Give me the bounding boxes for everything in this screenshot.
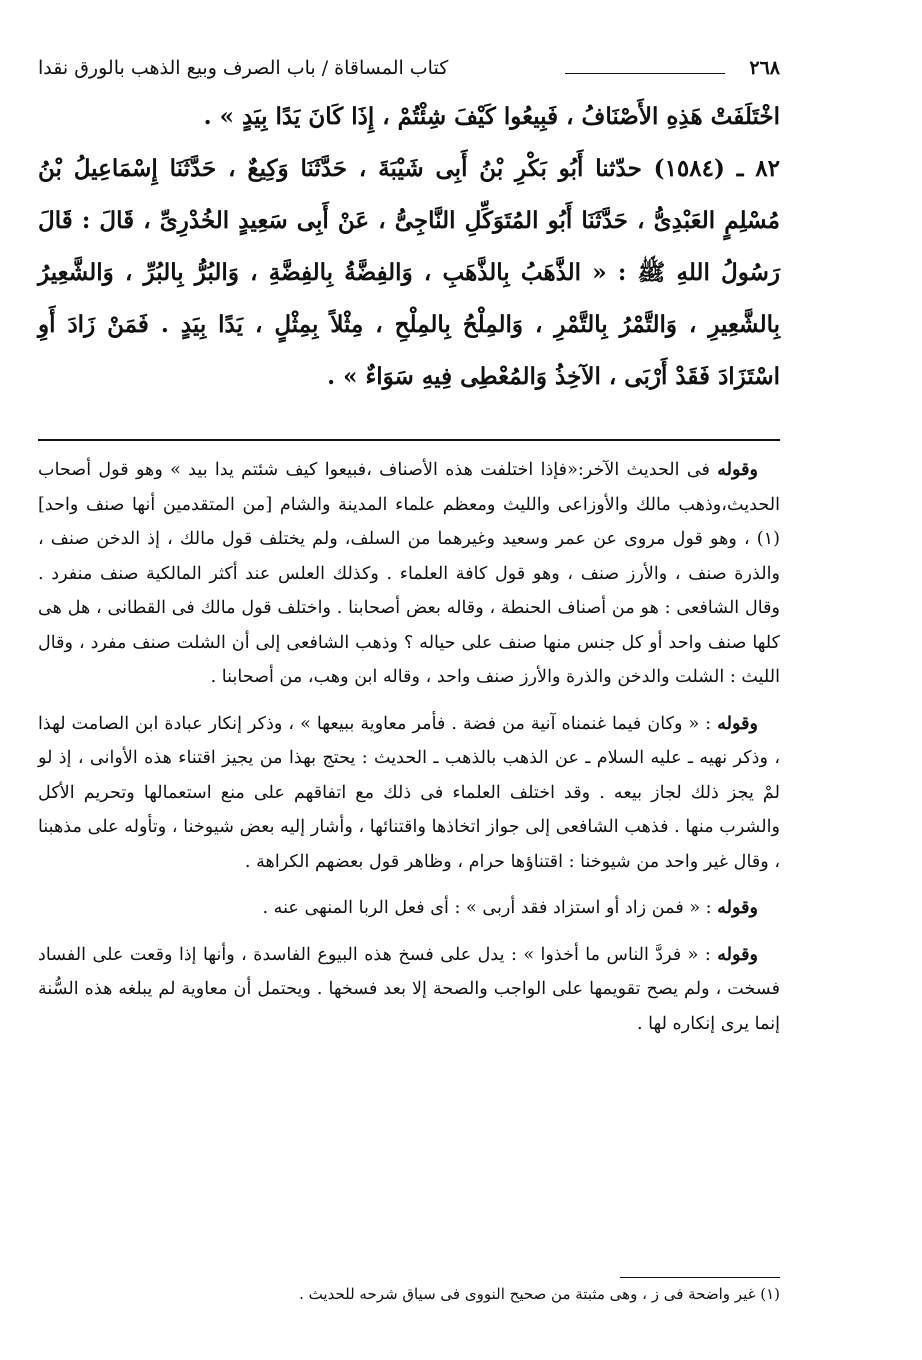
commentary-lead: وقوله [717, 712, 758, 734]
running-title: كتاب المساقاة / باب الصرف وبيع الذهب بالورق نقدا [38, 57, 449, 79]
commentary-text: : « وكان فيما غنمناه آنية من فضة . فأمر معاوية ببيعها » ، وذكر إنكار عبادة ابن الصامت لهذا ، وذكر نهيه ـ عليه السلام ـ عن الذهب بالذهب ـ الحديث : يحتج بهذا من يجيز اقتناء هذه الأوانى ، إذ لو لمْ يجز ذلك لجاز بيعه . وقد اختلف العلماء فى ذلك مع اتفاقهم على منع استعمالها وتحريم الأكل والشرب منها . فذهب الشافعى إلى جواز اتخاذها واقتنائها ، وأشار إليه بعض شيوخنا ، وتأوله على مذهبنا ، وقال غير واحد من شيوخنا : اقتناؤها حرام ، وظاهر قول بعضهم الكراهة . [38, 713, 780, 872]
commentary-text: : « فردَّ الناس ما أخذوا » : يدل على فسخ هذه البيوع الفاسدة ، وأنها إذا وقعت على الفساد فسخت ، ولم يصح تقويمها على الواجب والصحة إلا بعد فسخها . ويحتمل أن معاوية لم يبلغه هذه السُّنة إنما يرى إنكاره لها . [38, 944, 780, 1034]
footnote: (١) غير واضحة فى ز ، وهى مثبتة من صحيح النووى فى سياق شرحه للحديث . [299, 1285, 780, 1303]
page-number: ٢٦٨ [749, 57, 780, 79]
commentary-text: : « فمن زاد أو استزاد فقد أربى » : أى فعل الربا المنهى عنه . [262, 898, 718, 918]
hadith-text-block [38, 91, 780, 403]
commentary-paragraph [38, 891, 780, 926]
commentary-lead: وقوله [717, 897, 758, 918]
commentary-paragraph [38, 707, 780, 880]
hadith-continuation: اخْتَلَفَتْ هَذِهِ الأَصْنَافُ ، فَبِيعُوا كَيْفَ شِئْتُمْ ، إِذَا كَانَ يَدًا بِيَدٍ » . [203, 103, 780, 130]
commentary-text: فى الحديث الآخر:«فإذا اختلفت هذه الأصناف ،فبيعوا كيف شئتم يدا بيد » وهو قول أصحاب الحديث،وذهب مالك والأوزاعى والليث ومعظم علماء المدينة والشام [من المتقدمين أنها صنف واحد] (١) ، وهو قول مروى عن عمر وسعيد وغيرهما من السلف، ولم يختلف قول مالك ، إذ الدخن صنف ، والذرة صنف ، والأرز صنف ، وهو قول كافة العلماء . وكذلك العلس عند أكثر المالكية صنف منفرد . وقال الشافعى : هو من أصناف الحنطة ، وقاله بعض أصحابنا . واختلف قول مالك فى القطانى ، هل هى كلها صنف واحد أو كل جنس منها صنف على حياله ؟ وذهب الشافعى إلى أن الشلت صنف مفرد ، وقال الليث : الشلت والدخن والذرة والأرز صنف واحد ، وقاله ابن وهب، من أصحابنا . [38, 460, 780, 687]
header-rule [565, 73, 725, 74]
commentary [38, 453, 780, 1041]
page [38, 55, 780, 1303]
footnote-rule [620, 1277, 780, 1278]
commentary-paragraph [38, 938, 780, 1042]
running-header [38, 55, 780, 89]
commentary-lead: وقوله [717, 943, 758, 965]
commentary-separator [38, 439, 780, 441]
commentary-lead: وقوله [717, 459, 758, 480]
commentary-paragraph [38, 453, 780, 695]
hadith-82: ٨٢ ـ (١٥٨٤) حدّثنا أَبُو بَكْرِ بْنُ أَبِى شَيْبَةَ ، حَدَّثَنَا وَكِيعٌ ، حَدَّثَنَا إِسْمَاعِيلُ بْنُ مُسْلِمٍ العَبْدِىُّ ، حَدَّثَنَا أَبُو المُتَوَكِّلِ النَّاجِىُّ ، عَنْ أَبِى سَعِيدٍ الخُدْرِىِّ ، قَالَ : قَالَ رَسُولُ اللهِ ﷺ : « الذَّهَبُ بِالذَّهَبِ ، وَالفِضَّةُ بِالفِضَّةِ ، وَالبُرُّ بِالبُرِّ ، وَالشَّعِيرُ بِالشَّعِيرِ ، وَالتَّمْرُ بِالتَّمْرِ ، وَالمِلْحُ بِالمِلْحِ ، مِثْلاً بِمِثْلٍ ، يَدًا بِيَدٍ . فَمَنْ زَادَ أَوِ اسْتَزَادَ فَقَدْ أَرْبَى ، الآخِذُ وَالمُعْطِى فِيهِ سَوَاءٌ » . [38, 155, 780, 390]
